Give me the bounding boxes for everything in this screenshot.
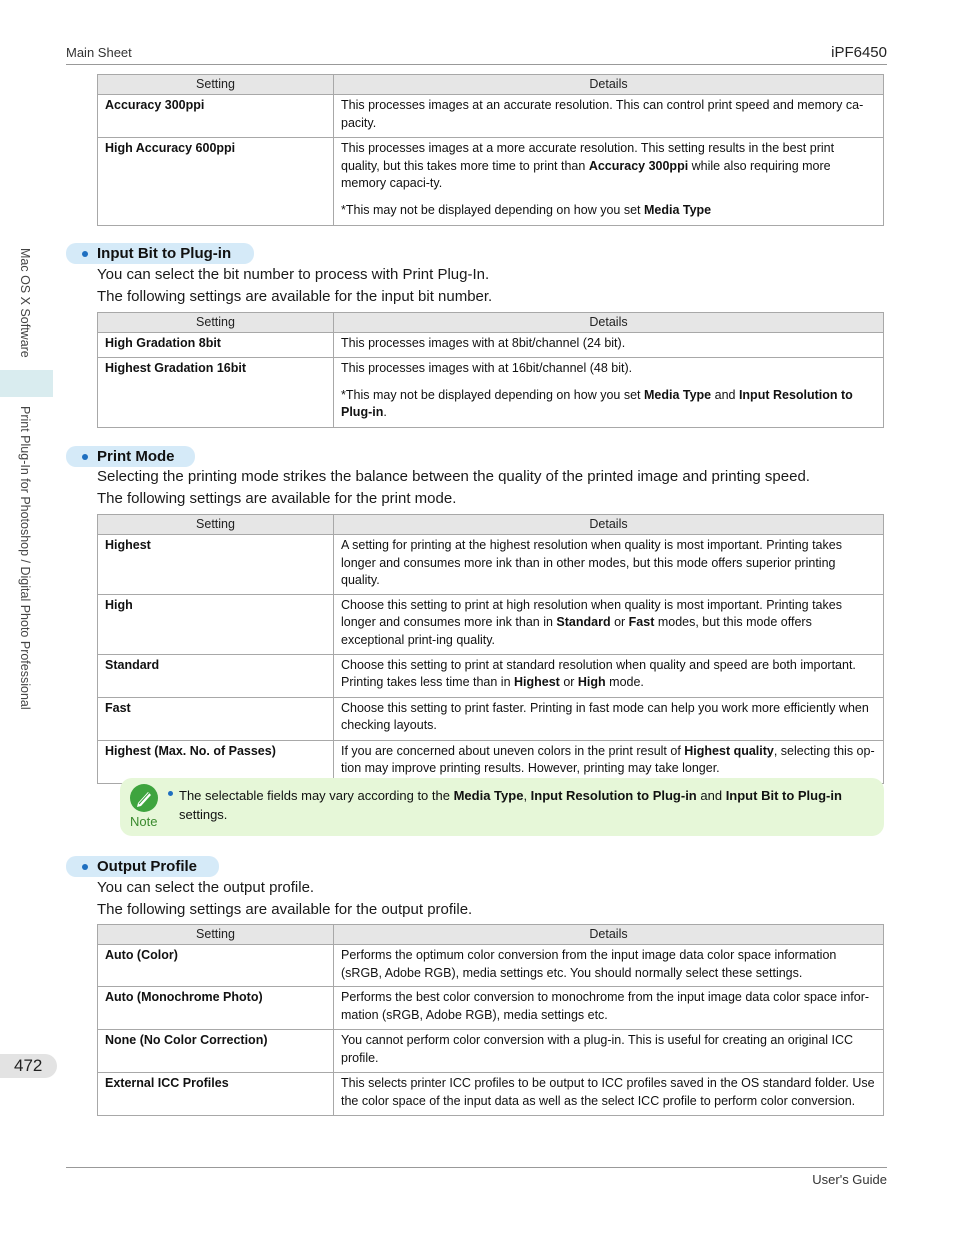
bold-term: High: [577, 675, 606, 689]
table-row: [98, 697, 884, 740]
section-heading-output-profile: [66, 856, 219, 877]
details-text: [341, 743, 875, 778]
text-run: If you are concerned about uneven colors in the print result of: [341, 743, 685, 758]
table-header-row: [98, 515, 884, 535]
input-bit-table: [97, 312, 884, 428]
table-header-row: [98, 313, 884, 333]
bullet-icon: [168, 791, 173, 796]
header-setting: Setting: [98, 75, 334, 95]
setting-cell: Highest: [98, 535, 334, 595]
bullet-icon: [82, 454, 88, 460]
details-text: This processes images with at 8bit/channel (24 bit).: [341, 336, 626, 350]
header-setting: Setting: [98, 515, 334, 535]
text-run: settings.: [179, 807, 228, 822]
text-run: mode.: [605, 675, 644, 689]
note-label: Note: [130, 814, 158, 829]
setting-cell: Highest (Max. No. of Passes): [98, 740, 334, 783]
details-cell: [334, 987, 884, 1030]
setting-cell: High Accuracy 600ppi: [98, 138, 334, 226]
text-run: or: [610, 615, 629, 629]
table-row: [98, 1030, 884, 1073]
details-cell: [334, 358, 884, 428]
details-text: [341, 597, 875, 650]
table-row: [98, 987, 884, 1030]
bold-term: Media Type: [643, 387, 712, 402]
details-text: [341, 657, 875, 692]
details-text: Choose this setting to print faster. Printing in fast mode can help you work more efficiently when checking layouts.: [341, 700, 869, 732]
table-row: [98, 654, 884, 697]
details-cell: [334, 740, 884, 783]
pencil-icon: [130, 784, 158, 812]
running-footer-guide: User's Guide: [812, 1172, 887, 1187]
text-run: The selectable fields may vary according to the: [179, 788, 454, 803]
bold-term: Media Type: [643, 202, 712, 217]
text-run: , selecting this op-tion may improve printing results. However, printing may take longer.: [341, 743, 875, 775]
details-text: This selects printer ICC profiles to be output to ICC profiles saved in the OS standard folder. Use the color space of the input data as well as the select ICC profile to perform color conversion.: [341, 1076, 875, 1108]
side-tab-mac-os-x-software[interactable]: Mac OS X Software: [18, 248, 32, 358]
details-footnote: [341, 202, 875, 220]
table-header-row: [98, 75, 884, 95]
section-title: Print Mode: [97, 448, 175, 465]
text-run: Choose this setting to print at high resolution when quality is most important. Printing takes longer and consumes more ink than in: [341, 597, 842, 629]
setting-cell: Highest Gradation 16bit: [98, 358, 334, 428]
running-header-model: iPF6450: [831, 44, 887, 61]
setting-cell: Standard: [98, 654, 334, 697]
table-row: [98, 945, 884, 987]
table-row: [98, 358, 884, 428]
text-run: and: [696, 788, 726, 803]
text-run: *This may not be displayed depending on how you set: [341, 202, 644, 217]
bold-term: Input Resolution to Plug-in: [530, 788, 697, 803]
section-title: Input Bit to Plug-in: [97, 245, 232, 262]
details-cell: [334, 138, 884, 226]
text-run: .: [383, 405, 387, 419]
details-text: [341, 140, 875, 193]
details-cell: [334, 594, 884, 654]
table-row: [98, 1073, 884, 1116]
header-details: Details: [334, 313, 884, 333]
table-row: [98, 333, 884, 358]
bold-term: Fast: [628, 615, 655, 629]
setting-cell: Auto (Monochrome Photo): [98, 987, 334, 1030]
details-cell: [334, 1073, 884, 1116]
header-details: Details: [334, 75, 884, 95]
bold-term: Input Bit to Plug-in: [725, 788, 842, 803]
details-text: Performs the optimum color conversion from the input image data color space information (sRGB, Adobe RGB), media settings etc. You should normally select these settings.: [341, 948, 837, 980]
section-intro: The following settings are available for the output profile.: [97, 901, 473, 918]
table-row: [98, 594, 884, 654]
bullet-icon: [82, 864, 88, 870]
text-run: while also requiring more memory capaci-ty.: [341, 158, 831, 190]
details-cell: [334, 945, 884, 987]
section-intro: The following settings are available for the input bit number.: [97, 288, 493, 305]
details-text: You cannot perform color conversion with a plug-in. This is useful for creating an original ICC profile.: [341, 1033, 854, 1065]
text-run: This processes images at a more accurate resolution. This setting results in the best print quality, but this takes more time to print than: [341, 141, 835, 173]
text-run: and: [711, 387, 739, 402]
details-footnote: [341, 387, 875, 422]
setting-cell: Accuracy 300ppi: [98, 95, 334, 138]
header-setting: Setting: [98, 313, 334, 333]
text-run: Choose this setting to print at standard resolution when quality and speed are both important. Printing takes less time than in: [341, 657, 856, 689]
side-tab-highlight: [0, 370, 53, 397]
print-mode-table: [97, 514, 884, 784]
section-heading-input-bit: [66, 243, 254, 264]
bold-term: Highest quality: [684, 743, 774, 758]
setting-cell: High: [98, 594, 334, 654]
accuracy-table: [97, 74, 884, 226]
section-heading-print-mode: [66, 446, 195, 467]
table-header-row: [98, 925, 884, 945]
note-box: [120, 778, 884, 836]
details-cell: [334, 95, 884, 138]
details-cell: [334, 333, 884, 358]
header-setting: Setting: [98, 925, 334, 945]
section-intro: You can select the output profile.: [97, 879, 315, 896]
header-rule: [66, 64, 887, 65]
section-intro: The following settings are available for the print mode.: [97, 490, 457, 507]
setting-cell: None (No Color Correction): [98, 1030, 334, 1073]
section-intro: You can select the bit number to process with Print Plug-In.: [97, 266, 490, 283]
running-header-section: Main Sheet: [66, 45, 132, 60]
details-cell: [334, 535, 884, 595]
section-intro: Selecting the printing mode strikes the balance between the quality of the printed image and printing speed.: [97, 468, 810, 485]
text-run: or: [559, 675, 578, 689]
side-tab-print-plug-in[interactable]: Print Plug-In for Photoshop / Digital Photo Professional: [18, 406, 32, 710]
output-profile-table: [97, 924, 884, 1116]
setting-cell: Fast: [98, 697, 334, 740]
details-cell: [334, 1030, 884, 1073]
header-details: Details: [334, 925, 884, 945]
page-number: 472: [0, 1054, 57, 1078]
note-pencil-icon: [130, 784, 158, 812]
section-title: Output Profile: [97, 858, 197, 875]
bold-term: Input Resolution to Plug-in: [341, 387, 853, 419]
details-text: This processes images with at 16bit/channel (48 bit).: [341, 361, 633, 375]
text-run: *This may not be displayed depending on how you set: [341, 387, 644, 402]
table-row: [98, 740, 884, 783]
text-run: modes, but this mode offers exceptional print-ing quality.: [341, 615, 812, 647]
table-row: [98, 535, 884, 595]
details-cell: [334, 697, 884, 740]
text-run: ,: [523, 788, 531, 803]
bullet-icon: [82, 251, 88, 257]
setting-cell: External ICC Profiles: [98, 1073, 334, 1116]
header-details: Details: [334, 515, 884, 535]
footer-rule: [66, 1167, 887, 1168]
bold-term: Highest: [514, 675, 560, 689]
setting-cell: High Gradation 8bit: [98, 333, 334, 358]
bold-term: Media Type: [453, 788, 524, 803]
details-text: A setting for printing at the highest resolution when quality is most important. Printing takes longer and consumes more ink than in other modes, but this mode offers superior printing quality.: [341, 538, 842, 587]
table-row: [98, 95, 884, 138]
details-text: This processes images at an accurate resolution. This can control print speed and memory ca-pacity.: [341, 98, 864, 130]
details-text: Performs the best color conversion to monochrome from the input image data color space infor-mation (sRGB, Adobe RGB), media settings etc.: [341, 990, 870, 1022]
setting-cell: Auto (Color): [98, 945, 334, 987]
note-text: [179, 786, 869, 824]
bold-term: Standard: [556, 615, 611, 629]
bold-term: Accuracy 300ppi: [588, 158, 689, 173]
table-row: [98, 138, 884, 226]
details-cell: [334, 654, 884, 697]
